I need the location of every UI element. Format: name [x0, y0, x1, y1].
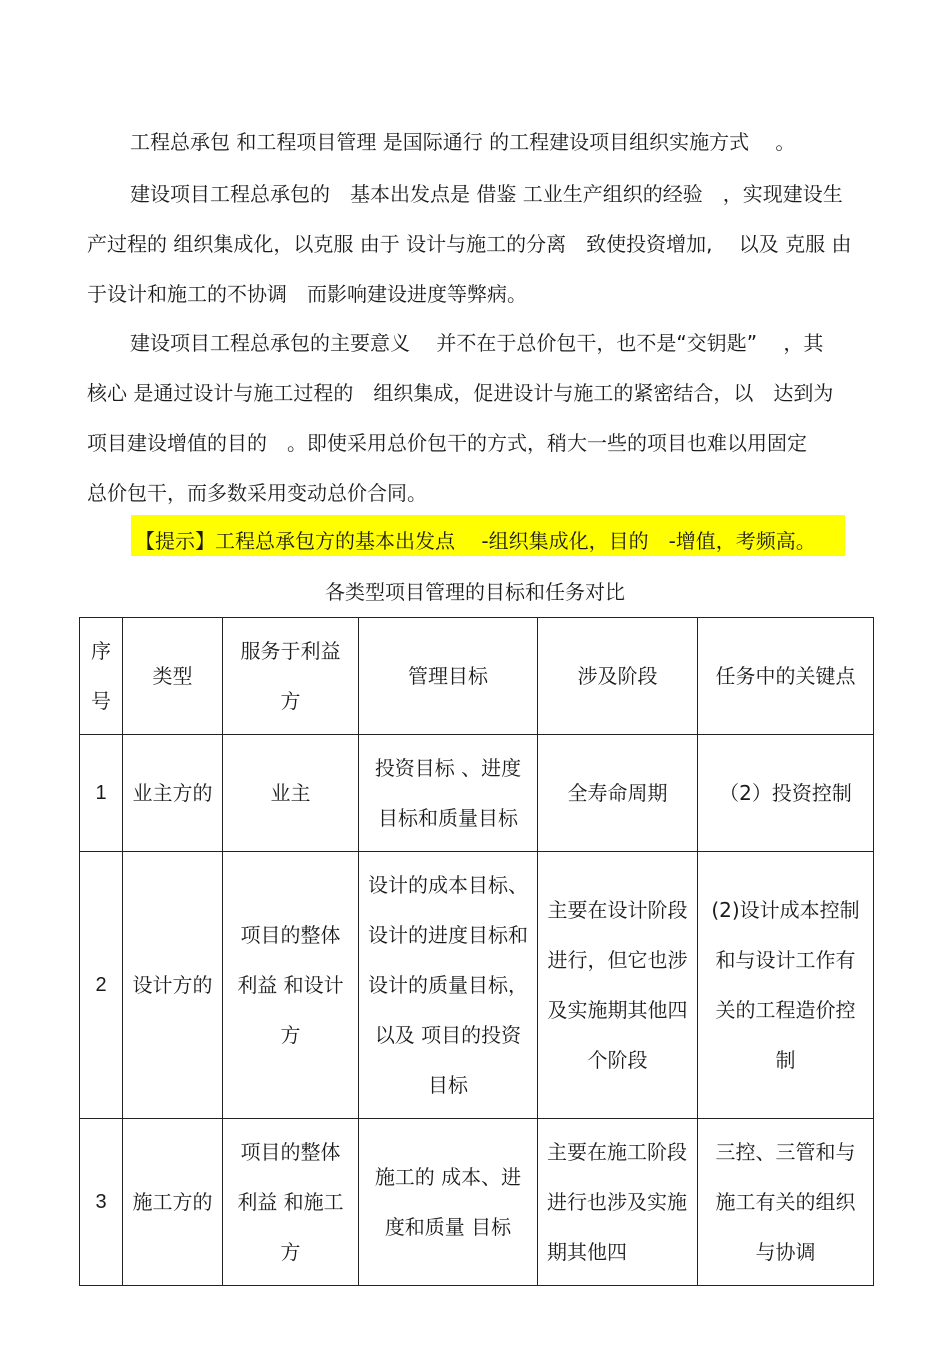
row-beneficiary: 项目的整体利益 和施工方: [223, 1119, 359, 1286]
paragraph-2-line-1: 建设项目工程总承包的 基本出发点是 借鉴 工业生产组织的经验 ，实现建设生: [130, 182, 843, 206]
header-stage: 涉及阶段: [538, 618, 698, 735]
row-key-points: (2)设计成本控制和与设计工作有关的工程造价控制: [698, 852, 874, 1119]
table-row: [80, 852, 874, 1119]
header-index: 序号: [80, 618, 123, 735]
paragraph-3-line-2: 核心 是通过设计与施工过程的 组织集成，促进设计与施工的紧密结合，以 达到为: [87, 381, 834, 405]
header-type: 类型: [123, 618, 223, 735]
header-beneficiary: 服务于利益方: [223, 618, 359, 735]
paragraph-3-line-4: 总价包干，而多数采用变动总价合同。: [87, 481, 427, 505]
row-key-points: 三控、三管和与施工有关的组织与协调: [698, 1119, 874, 1286]
table-header-row: [80, 618, 874, 735]
row-type: 设计方的: [123, 852, 223, 1119]
table-row: [80, 735, 874, 852]
row-stage: 全寿命周期: [538, 735, 698, 852]
row-type: 业主方的: [123, 735, 223, 852]
row-management-goal: 施工的 成本、进度和质量 目标: [359, 1119, 538, 1286]
paragraph-2-line-3: 于设计和施工的不协调 而影响建设进度等弊病。: [87, 282, 527, 306]
header-management-goal: 管理目标: [359, 618, 538, 735]
row-stage: 主要在设计阶段进行，但它也涉及实施期其他四个阶段: [538, 852, 698, 1119]
row-index: 3: [80, 1119, 123, 1286]
paragraph-3-line-3: 项目建设增值的目的 。即使采用总价包干的方式，稍大一些的项目也难以用固定: [87, 431, 807, 455]
row-management-goal: 设计的成本目标、设计的进度目标和设计的质量目标，以及 项目的投资目标: [359, 852, 538, 1119]
table-row: [80, 1119, 874, 1286]
row-index: 2: [80, 852, 123, 1119]
row-type: 施工方的: [123, 1119, 223, 1286]
table-caption: 各类型项目管理的目标和任务对比: [325, 580, 625, 604]
row-management-goal: 投资目标 、进度目标和质量目标: [359, 735, 538, 852]
header-key-points: 任务中的关键点: [698, 618, 874, 735]
paragraph-2-line-2: 产过程的 组织集成化，以克服 由于 设计与施工的分离 致使投资增加, 以及 克服 由: [87, 232, 852, 256]
row-beneficiary: 业主: [223, 735, 359, 852]
paragraph-1: 工程总承包 和工程项目管理 是国际通行 的工程建设项目组织实施方式 。: [130, 130, 796, 154]
tip-text: 【提示】工程总承包方的基本出发点 -组织集成化，目的 -增值，考频高。: [135, 529, 816, 553]
paragraph-3-line-1: 建设项目工程总承包的主要意义 并不在于总价包干，也不是“交钥匙” ，其: [130, 331, 824, 355]
row-key-points: （2）投资控制: [698, 735, 874, 852]
row-stage: 主要在施工阶段进行也涉及实施期其他四: [538, 1119, 698, 1286]
row-beneficiary: 项目的整体利益 和设计方: [223, 852, 359, 1119]
row-index: 1: [80, 735, 123, 852]
comparison-table: [79, 617, 874, 1286]
